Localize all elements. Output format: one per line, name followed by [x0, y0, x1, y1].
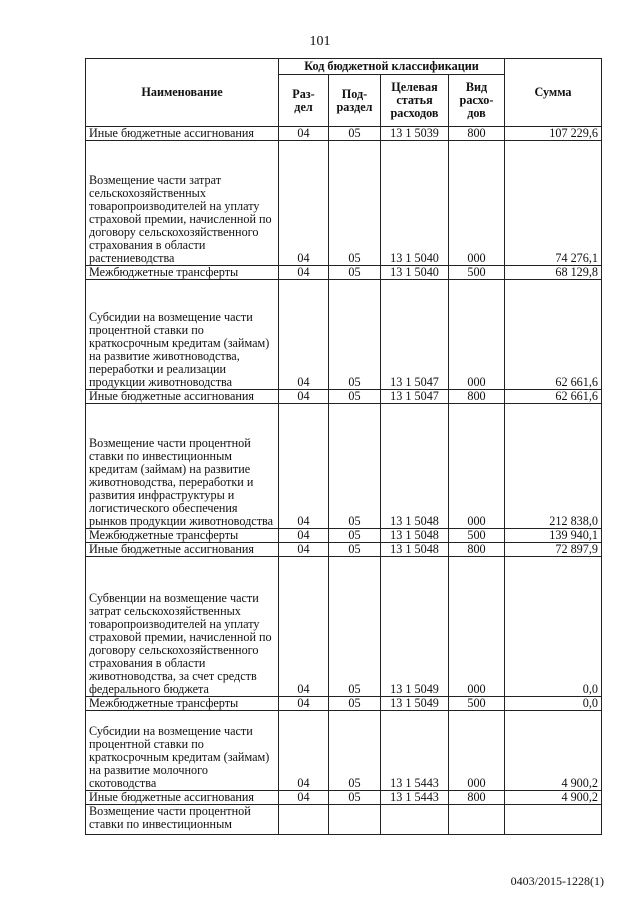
budget-table: [85, 58, 602, 835]
table-row: [86, 280, 602, 390]
header-tselevaya: Целевая статья расходов: [381, 75, 449, 127]
row-razdel: 04: [279, 791, 329, 805]
header-classification-group: Код бюджетной классификации: [279, 59, 505, 75]
table-row: [86, 266, 602, 280]
table-row: [86, 543, 602, 557]
row-vid: 800: [449, 543, 505, 557]
row-razdel: 04: [279, 543, 329, 557]
row-vid: [449, 805, 505, 835]
header-name: Наименование: [86, 59, 279, 127]
row-vid: 800: [449, 127, 505, 141]
row-podrazdel: 05: [329, 529, 381, 543]
row-tselevaya: 13 1 5049: [381, 697, 449, 711]
header-vid: Вид расхо- дов: [449, 75, 505, 127]
row-name: Субсидии на возмещение части процентной ставки по краткосрочным кредитам (займам) на развитие молочного скотоводства: [86, 711, 279, 791]
row-summa: 4 900,2: [505, 711, 602, 791]
row-tselevaya: 13 1 5443: [381, 711, 449, 791]
row-name: Иные бюджетные ассигнования: [86, 390, 279, 404]
header-podrazdel: Под- раздел: [329, 75, 381, 127]
row-tselevaya: 13 1 5047: [381, 280, 449, 390]
row-name: Возмещение части затрат сельскохозяйственных товаропроизводителей на уплату страховой премии, начисленной по договору сельскохозяйственного страхования в области растениеводства: [86, 141, 279, 266]
page-number: 101: [309, 34, 331, 49]
row-podrazdel: 05: [329, 543, 381, 557]
row-summa: 72 897,9: [505, 543, 602, 557]
row-podrazdel: 05: [329, 280, 381, 390]
row-podrazdel: 05: [329, 404, 381, 529]
row-vid: 000: [449, 711, 505, 791]
row-vid: 000: [449, 557, 505, 697]
row-podrazdel: 05: [329, 266, 381, 280]
row-podrazdel: 05: [329, 127, 381, 141]
row-vid: 500: [449, 697, 505, 711]
header-summa: Сумма: [505, 59, 602, 127]
row-podrazdel: 05: [329, 390, 381, 404]
row-razdel: 04: [279, 127, 329, 141]
row-summa: 0,0: [505, 557, 602, 697]
row-podrazdel: 05: [329, 697, 381, 711]
row-razdel: 04: [279, 280, 329, 390]
row-summa: 212 838,0: [505, 404, 602, 529]
row-summa: 68 129,8: [505, 266, 602, 280]
row-summa: 62 661,6: [505, 390, 602, 404]
row-vid: 800: [449, 390, 505, 404]
row-vid: 500: [449, 266, 505, 280]
row-name: Субвенции на возмещение части затрат сельскохозяйственных товаропроизводителей на уплату страховой премии, начисленной по договору сельскохозяйственного страхования в области животноводства, за счет средств федерального бюджета: [86, 557, 279, 697]
table-row: [86, 141, 602, 266]
header-razdel: Раз- дел: [279, 75, 329, 127]
row-tselevaya: 13 1 5039: [381, 127, 449, 141]
row-podrazdel: [329, 805, 381, 835]
row-podrazdel: 05: [329, 141, 381, 266]
row-name: Иные бюджетные ассигнования: [86, 543, 279, 557]
row-razdel: 04: [279, 266, 329, 280]
row-tselevaya: 13 1 5047: [381, 390, 449, 404]
row-tselevaya: 13 1 5048: [381, 404, 449, 529]
row-tselevaya: 13 1 5040: [381, 141, 449, 266]
row-razdel: 04: [279, 711, 329, 791]
row-tselevaya: 13 1 5443: [381, 791, 449, 805]
row-name: Межбюджетные трансферты: [86, 697, 279, 711]
row-summa: [505, 805, 602, 835]
table-row: [86, 557, 602, 697]
table-row: [86, 127, 602, 141]
row-summa: 139 940,1: [505, 529, 602, 543]
row-razdel: 04: [279, 529, 329, 543]
table-row: [86, 529, 602, 543]
row-tselevaya: 13 1 5049: [381, 557, 449, 697]
table-row: [86, 711, 602, 791]
row-vid: 800: [449, 791, 505, 805]
row-podrazdel: 05: [329, 557, 381, 697]
row-summa: 4 900,2: [505, 791, 602, 805]
row-name: Субсидии на возмещение части процентной ставки по краткосрочным кредитам (займам) на развитие животноводства, переработки и реализации продукции животноводства: [86, 280, 279, 390]
row-summa: 62 661,6: [505, 280, 602, 390]
table-row: [86, 791, 602, 805]
row-summa: 0,0: [505, 697, 602, 711]
table-row: [86, 390, 602, 404]
row-tselevaya: 13 1 5040: [381, 266, 449, 280]
row-razdel: [279, 805, 329, 835]
row-vid: 000: [449, 141, 505, 266]
row-razdel: 04: [279, 697, 329, 711]
row-name: Межбюджетные трансферты: [86, 266, 279, 280]
row-vid: 500: [449, 529, 505, 543]
row-vid: 000: [449, 404, 505, 529]
table-row: [86, 404, 602, 529]
row-name: Возмещение части процентной ставки по инвестиционным кредитам (займам) на развитие животноводства, переработки и развития инфраструктуры и логистического обеспечения рынков продукции животноводства: [86, 404, 279, 529]
row-razdel: 04: [279, 390, 329, 404]
row-razdel: 04: [279, 141, 329, 266]
row-name: Иные бюджетные ассигнования: [86, 127, 279, 141]
row-summa: 74 276,1: [505, 141, 602, 266]
row-summa: 107 229,6: [505, 127, 602, 141]
row-name: Межбюджетные трансферты: [86, 529, 279, 543]
table-row: [86, 697, 602, 711]
row-tselevaya: 13 1 5048: [381, 529, 449, 543]
row-vid: 000: [449, 280, 505, 390]
row-tselevaya: [381, 805, 449, 835]
row-name: Иные бюджетные ассигнования: [86, 791, 279, 805]
row-razdel: 04: [279, 557, 329, 697]
row-tselevaya: 13 1 5048: [381, 543, 449, 557]
row-podrazdel: 05: [329, 711, 381, 791]
table-row: [86, 805, 602, 835]
row-razdel: 04: [279, 404, 329, 529]
row-name: Возмещение части процентной ставки по инвестиционным: [86, 805, 279, 835]
document-code: 0403/2015-1228(1): [510, 874, 604, 888]
row-podrazdel: 05: [329, 791, 381, 805]
